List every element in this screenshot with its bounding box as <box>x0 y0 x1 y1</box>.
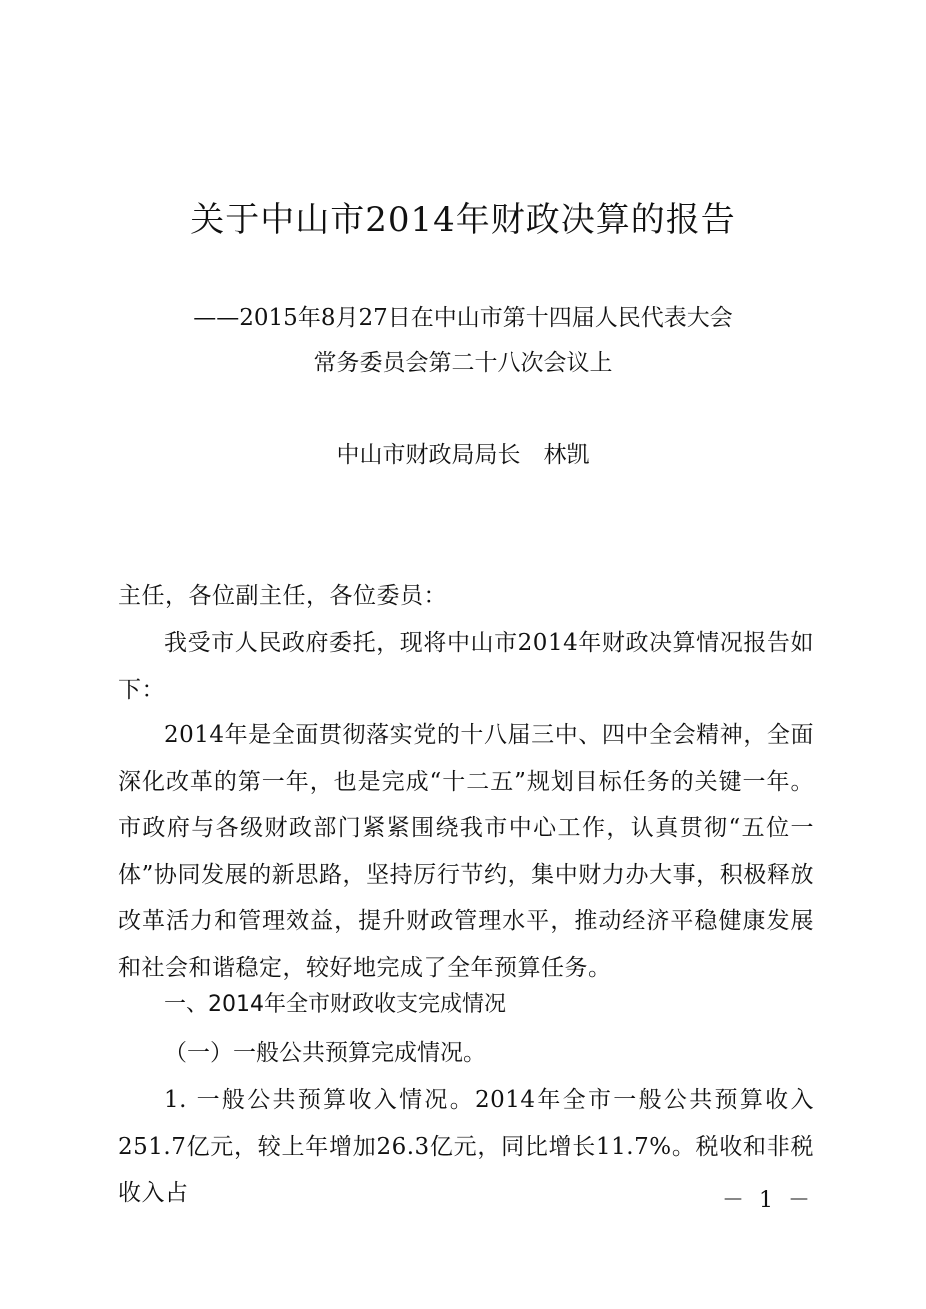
subtitle-line-2: 常务委员会第二十八次会议上 <box>313 350 613 376</box>
subtitle-line-1: ——2015年8月27日在中山市第十四届人民代表大会 <box>193 305 733 331</box>
section-heading: 一、2014年全市财政收支完成情况 <box>164 992 506 1017</box>
paragraph-intro: 我受市人民政府委托，现将中山市2014年财政决算情况报告如下： <box>118 630 814 703</box>
paragraph-revenue: 1. 一般公共预算收入情况。2014年全市一般公共预算收入251.7亿元，较上年增加26.3亿元，同比增长11.7%。税收和非税收入占 <box>118 1087 814 1206</box>
subsection-heading: （一）一般公共预算完成情况。 <box>164 1040 486 1066</box>
paragraph-overview: 2014年是全面贯彻落实党的十八届三中、四中全会精神，全面深化改革的第一年，也是完成“十二五”规划目标任务的关键一年。市政府与各级财政部门紧紧围绕我市中心工作，认真贯彻“五位一体”协同发展的新思路，坚持厉行节约，集中财力办大事，积极释放改革活力和管理效益，提升财政管理水平，推动经济平稳健康发展和社会和谐稳定，较好地完成了全年预算任务。 <box>118 722 814 981</box>
document-title: 关于中山市2014年财政决算的报告 <box>190 200 736 240</box>
salutation: 主任，各位副主任，各位委员： <box>118 583 447 609</box>
page-number: － 1 － <box>722 1188 814 1213</box>
author-line: 中山市财政局局长 林凯 <box>336 442 590 468</box>
